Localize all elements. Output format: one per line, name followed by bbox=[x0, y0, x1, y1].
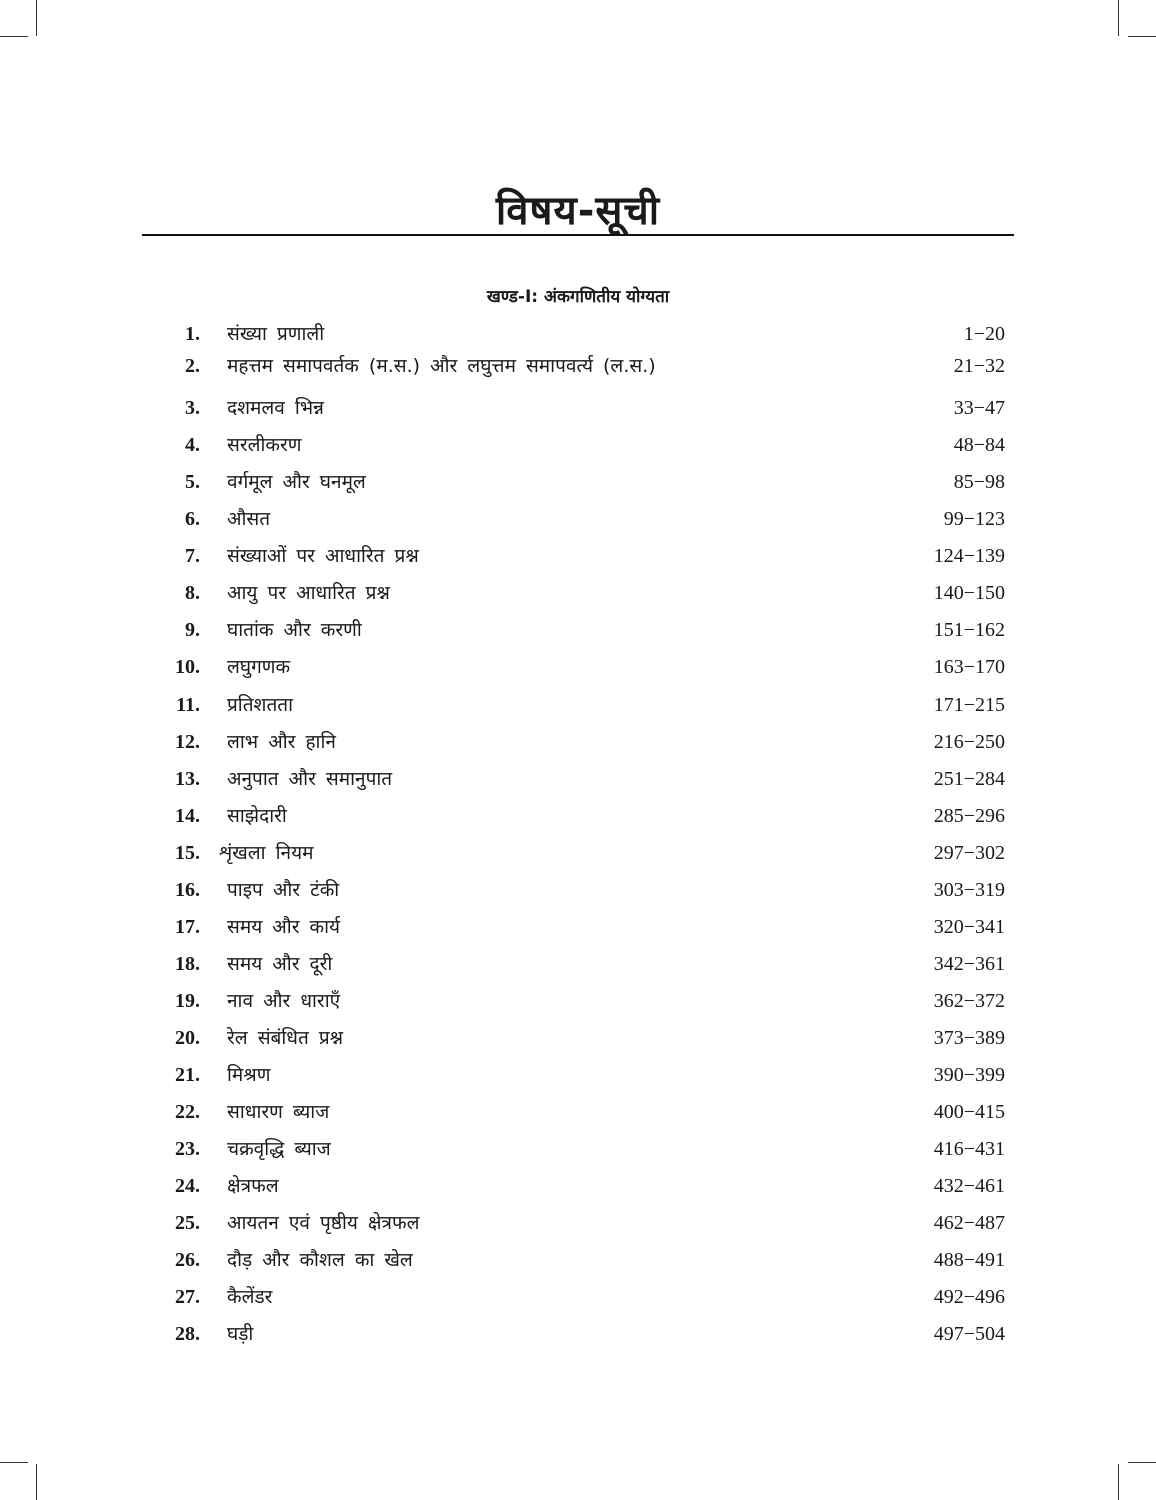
toc-chapter-title: चक्रवृद्धि ब्याज bbox=[227, 1138, 331, 1161]
toc-page-range: 171−215 bbox=[933, 693, 1005, 716]
toc-page-range: 151−162 bbox=[933, 619, 1005, 642]
toc-row bbox=[0, 652, 1156, 682]
toc-row bbox=[0, 875, 1156, 905]
toc-page-range: 216−250 bbox=[933, 730, 1005, 753]
toc-row bbox=[0, 912, 1156, 942]
toc-chapter-number: 12. bbox=[175, 730, 200, 753]
toc-chapter-number: 1. bbox=[185, 323, 200, 345]
page-title: विषय-सूची bbox=[495, 188, 661, 234]
toc-chapter-number: 27. bbox=[175, 1286, 200, 1309]
toc-page-range: 1−20 bbox=[963, 323, 1005, 345]
toc-chapter-title: महत्तम समापवर्तक (म.स.) और लघुत्तम समापवर्त्य (ल.स.) bbox=[227, 355, 656, 377]
toc-row bbox=[0, 504, 1156, 534]
toc-chapter-number: 17. bbox=[175, 915, 200, 938]
toc-page-range: 33−47 bbox=[953, 397, 1005, 420]
toc-chapter-title: वर्गमूल और घनमूल bbox=[227, 471, 366, 494]
toc-row bbox=[0, 764, 1156, 794]
toc-chapter-number: 22. bbox=[175, 1101, 200, 1124]
toc-row bbox=[0, 1245, 1156, 1275]
toc-row bbox=[0, 1097, 1156, 1127]
toc-page-range: 124−139 bbox=[933, 545, 1005, 568]
toc-chapter-title: संख्याओं पर आधारित प्रश्न bbox=[227, 545, 419, 568]
toc-page-range: 462−487 bbox=[933, 1212, 1005, 1235]
toc-chapter-number: 11. bbox=[176, 693, 200, 716]
toc-page-range: 342−361 bbox=[933, 952, 1005, 975]
toc-row bbox=[0, 1319, 1156, 1349]
toc-chapter-title: औसत bbox=[227, 508, 271, 531]
toc-chapter-number: 13. bbox=[175, 767, 200, 790]
toc-page-range: 163−170 bbox=[933, 656, 1005, 679]
toc-page-range: 373−389 bbox=[933, 1026, 1005, 1049]
toc-row bbox=[0, 1171, 1156, 1201]
toc-chapter-number: 16. bbox=[175, 878, 200, 901]
toc-page-range: 285−296 bbox=[933, 804, 1005, 827]
toc-row bbox=[0, 1060, 1156, 1090]
toc-page-range: 492−496 bbox=[933, 1286, 1005, 1309]
toc-chapter-number: 9. bbox=[185, 619, 200, 642]
toc-page-range: 85−98 bbox=[953, 471, 1005, 494]
toc-chapter-title: रेल संबंधित प्रश्न bbox=[227, 1026, 344, 1049]
toc-page-range: 99−123 bbox=[943, 508, 1005, 531]
toc-chapter-title: नाव और धाराएँ bbox=[227, 989, 341, 1012]
toc-chapter-title: साझेदारी bbox=[227, 804, 287, 827]
toc-chapter-number: 5. bbox=[185, 471, 200, 494]
toc-chapter-title: अनुपात और समानुपात bbox=[227, 767, 393, 790]
toc-chapter-title: पाइप और टंकी bbox=[227, 878, 340, 901]
toc-row bbox=[0, 430, 1156, 460]
toc-page-range: 320−341 bbox=[933, 915, 1005, 938]
toc-row bbox=[0, 1023, 1156, 1053]
toc-row bbox=[0, 801, 1156, 831]
toc-chapter-number: 15. bbox=[175, 841, 200, 864]
toc-chapter-title: दौड़ और कौशल का खेल bbox=[227, 1249, 413, 1272]
toc-page-range: 362−372 bbox=[933, 989, 1005, 1012]
toc-chapter-title: शृंखला नियम bbox=[219, 841, 314, 864]
toc-chapter-number: 2. bbox=[185, 355, 200, 377]
toc-page-range: 303−319 bbox=[933, 878, 1005, 901]
toc-chapter-number: 14. bbox=[175, 804, 200, 827]
toc-chapter-number: 4. bbox=[185, 434, 200, 457]
toc-chapter-number: 10. bbox=[175, 656, 200, 679]
toc-chapter-number: 23. bbox=[175, 1138, 200, 1161]
toc-chapter-title: आयतन एवं पृष्ठीय क्षेत्रफल bbox=[227, 1212, 420, 1235]
toc-page-range: 140−150 bbox=[933, 582, 1005, 605]
toc-chapter-number: 20. bbox=[175, 1026, 200, 1049]
toc-page-range: 48−84 bbox=[953, 434, 1005, 457]
toc-chapter-title: मिश्रण bbox=[227, 1064, 271, 1086]
toc-chapter-title: लघुगणक bbox=[227, 656, 291, 679]
toc-row bbox=[0, 949, 1156, 979]
toc-page-range: 251−284 bbox=[933, 767, 1005, 790]
toc-chapter-title: लाभ और हानि bbox=[227, 730, 336, 753]
toc-row bbox=[0, 690, 1156, 720]
toc-row bbox=[0, 467, 1156, 497]
toc-row bbox=[0, 351, 1156, 381]
toc-chapter-number: 24. bbox=[175, 1175, 200, 1198]
toc-row bbox=[0, 1134, 1156, 1164]
toc-chapter-title: दशमलव भिन्न bbox=[227, 397, 324, 420]
toc-chapter-number: 18. bbox=[175, 952, 200, 975]
toc-row bbox=[0, 727, 1156, 757]
toc-chapter-title: घड़ी bbox=[227, 1323, 254, 1346]
section-heading: खण्ड-I: अंकगणितीय योग्यता bbox=[486, 287, 670, 307]
toc-chapter-title: साधारण ब्याज bbox=[227, 1101, 330, 1124]
toc-row bbox=[0, 1282, 1156, 1312]
toc-chapter-title: प्रतिशतता bbox=[227, 693, 294, 716]
toc-chapter-title: संख्या प्रणाली bbox=[227, 323, 325, 345]
toc-page-range: 488−491 bbox=[933, 1249, 1005, 1272]
toc-page-range: 497−504 bbox=[933, 1323, 1005, 1346]
toc-chapter-number: 25. bbox=[175, 1212, 200, 1235]
toc-row bbox=[0, 319, 1156, 349]
toc-row bbox=[0, 541, 1156, 571]
toc-chapter-number: 28. bbox=[175, 1323, 200, 1346]
toc-page-range: 390−399 bbox=[933, 1064, 1005, 1086]
toc-row bbox=[0, 838, 1156, 868]
toc-row bbox=[0, 393, 1156, 423]
toc-chapter-number: 7. bbox=[185, 545, 200, 568]
toc-page-range: 400−415 bbox=[933, 1101, 1005, 1124]
toc-chapter-title: क्षेत्रफल bbox=[227, 1175, 279, 1198]
toc-row bbox=[0, 1208, 1156, 1238]
toc-chapter-number: 26. bbox=[175, 1249, 200, 1272]
toc-chapter-number: 3. bbox=[185, 397, 200, 420]
toc-chapter-title: आयु पर आधारित प्रश्न bbox=[227, 582, 390, 605]
toc-chapter-title: समय और कार्य bbox=[227, 915, 341, 938]
toc-chapter-number: 8. bbox=[185, 582, 200, 605]
toc-page-range: 21−32 bbox=[953, 355, 1005, 377]
toc-row bbox=[0, 986, 1156, 1016]
toc-chapter-number: 21. bbox=[175, 1064, 200, 1086]
toc-chapter-title: सरलीकरण bbox=[227, 434, 302, 457]
toc-page-range: 432−461 bbox=[933, 1175, 1005, 1198]
toc-chapter-title: घातांक और करणी bbox=[227, 619, 362, 642]
toc-chapter-title: कैलेंडर bbox=[227, 1286, 273, 1309]
toc-row bbox=[0, 615, 1156, 645]
toc-chapter-number: 19. bbox=[175, 989, 200, 1012]
toc-page-range: 297−302 bbox=[933, 841, 1005, 864]
toc-chapter-title: समय और दूरी bbox=[227, 952, 333, 975]
toc-chapter-number: 6. bbox=[185, 508, 200, 531]
toc-row bbox=[0, 578, 1156, 608]
toc-page-range: 416−431 bbox=[933, 1138, 1005, 1161]
